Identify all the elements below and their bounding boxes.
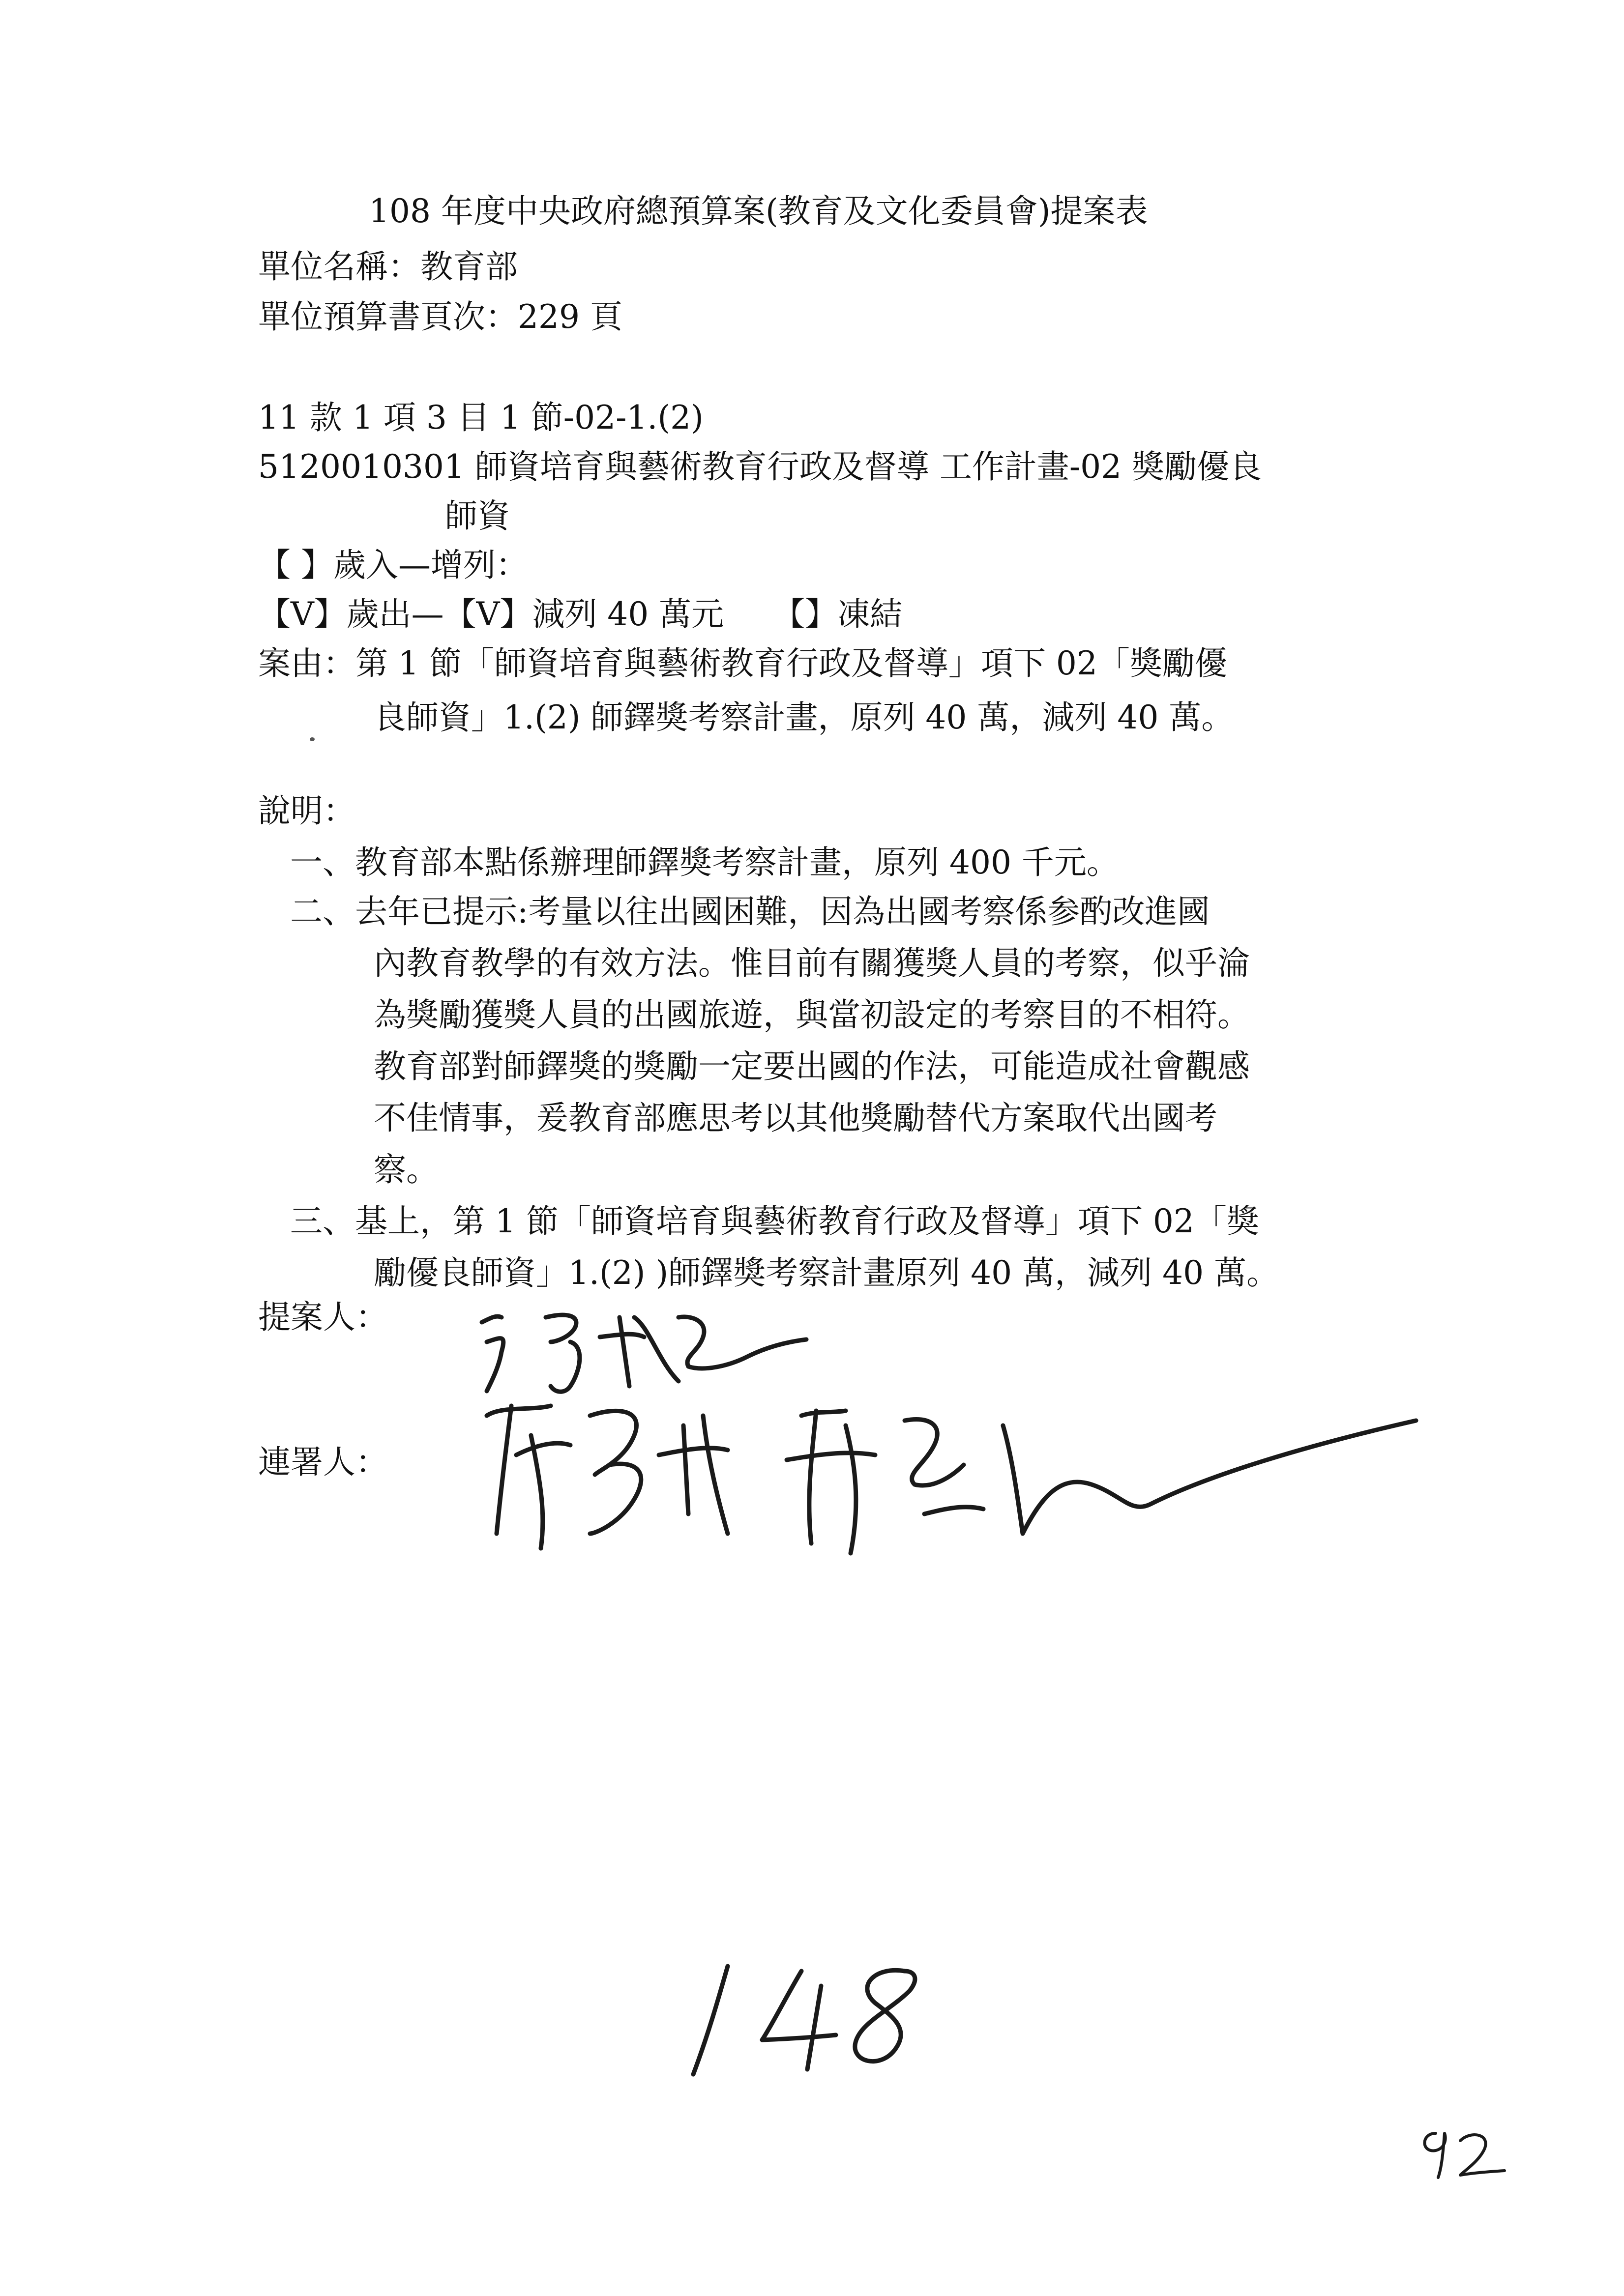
description-item-2-line: 察。 [374, 1151, 439, 1189]
cosigner-signature [472, 1386, 1436, 1583]
revenue-line: 【 】歲入—增列： [258, 546, 528, 584]
expenditure-line: 【V】歲出—【V】減列 40 萬元 【】凍結 [258, 595, 903, 633]
description-item-1: 一、教育部本點係辦理師鐸獎考察計畫，原列 400 千元。 [290, 843, 1119, 881]
description-item-3-line: 三、基上，第 1 節「師資培育與藝術教育行政及督導」項下 02「獎 [290, 1202, 1259, 1240]
document-title: 108 年度中央政府總預算案(教育及文化委員會)提案表 [369, 192, 1148, 230]
description-item-2-line: 為獎勵獲獎人員的出國旅遊，與當初設定的考察目的不相符。 [374, 996, 1250, 1034]
budget-page: 單位預算書頁次：229 頁 [258, 298, 622, 336]
work-plan-item-cont: 師資 [445, 497, 510, 535]
cosigner-label: 連署人： [258, 1443, 388, 1481]
description-item-2-line: 二、去年已提示:考量以往出國困難，因為出國考察係参酌改進國 [290, 893, 1210, 930]
handwritten-page-number [679, 1956, 954, 2084]
description-item-2-line: 內教育教學的有效方法。惟目前有關獲獎人員的考察，似乎淪 [374, 944, 1250, 982]
budget-code: 11 款 1 項 3 目 1 節-02-1.(2) [258, 399, 704, 436]
proposer-label: 提案人： [258, 1298, 388, 1336]
scan-speck [310, 737, 315, 741]
reason-line-2: 良師資」1.(2) 師鐸獎考察計畫，原列 40 萬，減列 40 萬。 [374, 698, 1234, 736]
description-item-2-line: 教育部對師鐸獎的獎勵一定要出國的作法，可能造成社會觀感 [374, 1047, 1250, 1085]
handwritten-corner-number [1416, 2123, 1514, 2182]
description-label: 說明： [258, 792, 355, 830]
unit-name: 單位名稱：教育部 [258, 248, 518, 286]
work-plan-item: 5120010301 師資培育與藝術教育行政及督導 工作計畫-02 獎勵優良 [258, 448, 1262, 486]
description-item-2-line: 不佳情事，爰教育部應思考以其他獎勵替代方案取代出國考 [374, 1099, 1217, 1137]
description-item-3-line: 勵優良師資」1.(2) )師鐸獎考察計畫原列 40 萬，減列 40 萬。 [374, 1254, 1279, 1292]
reason-line-1: 案由：第 1 節「師資培育與藝術教育行政及督導」項下 02「獎勵優 [258, 644, 1227, 682]
